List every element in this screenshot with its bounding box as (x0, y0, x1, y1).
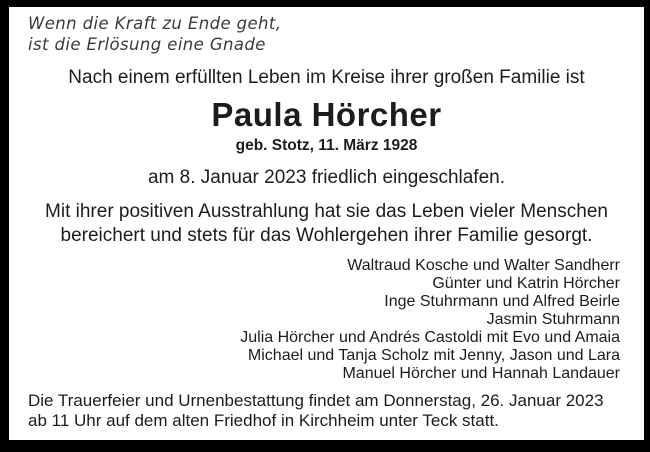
mourner-line: Michael und Tanja Scholz mit Jenny, Jason und Lara (247, 347, 620, 364)
tribute-line-2: bereichert und stets für das Wohlergehen ihrer Familie gesorgt. (60, 225, 593, 246)
epigraph-line-2: ist die Erlösung eine Gnade (28, 35, 266, 54)
epigraph-line-1: Wenn die Kraft zu Ende geht, (28, 14, 282, 33)
death-line: am 8. Januar 2023 friedlich eingeschlafen. (147, 167, 505, 188)
mourner-line: Waltraud Kosche und Walter Sandherr (347, 257, 620, 274)
mourner-line: Jasmin Stuhrmann (486, 311, 620, 328)
tribute-paragraph (9, 200, 644, 248)
epigraph-quote (28, 13, 644, 55)
funeral-info (9, 391, 644, 431)
tribute-line-1: Mit ihrer positiven Ausstrahlung hat sie das Leben vieler Menschen (45, 201, 608, 222)
funeral-line-2: ab 11 Uhr auf dem alten Friedhof in Kirchheim unter Teck statt. (28, 411, 499, 430)
birth-info: geb. Stotz, 11. März 1928 (235, 137, 418, 154)
announcement-intro: Nach einem erfüllten Leben im Kreise ihrer großen Familie ist (68, 67, 585, 88)
deceased-name: Paula Hörcher (211, 96, 442, 133)
mourner-line: Inge Stuhrmann und Alfred Beirle (384, 293, 620, 310)
mourner-line: Günter und Katrin Hörcher (432, 275, 620, 292)
mourner-line: Manuel Hörcher und Hannah Landauer (342, 365, 620, 382)
mourners-list (9, 257, 644, 383)
funeral-line-1: Die Trauerfeier und Urnenbestattung findet am Donnerstag, 26. Januar 2023 (28, 391, 604, 410)
mourner-line: Julia Hörcher und Andrés Castoldi mit Evo und Amaia (240, 329, 620, 346)
